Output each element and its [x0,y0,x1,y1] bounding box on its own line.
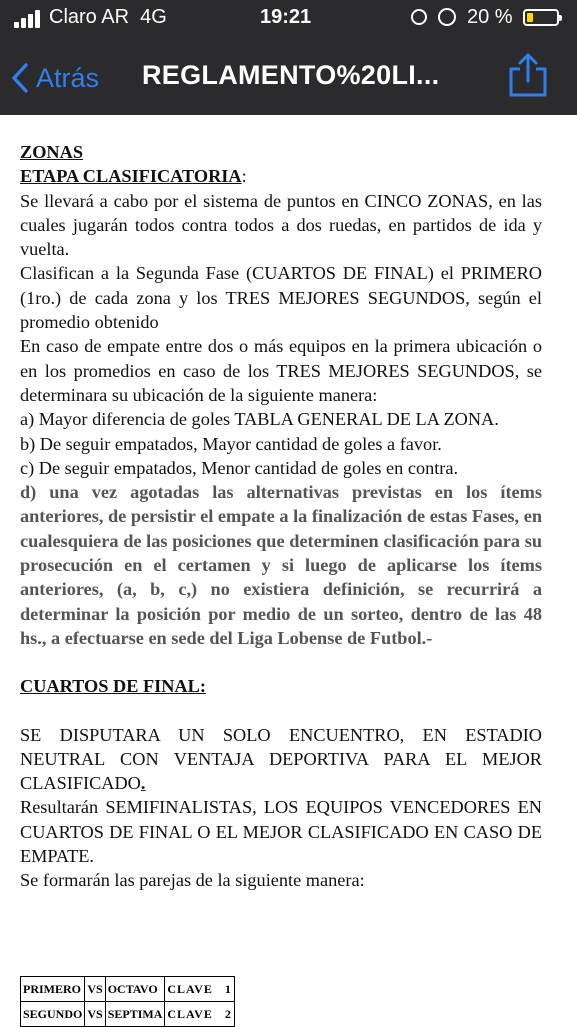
battery-percent: 20 % [467,6,513,28]
paragraph-encuentro: SE DISPUTARA UN SOLO ENCUENTRO, EN ESTADIO NEUTRAL CON VENTAJA DEPORTIVA PARA EL MEJOR CLASIFICADO. [20,724,542,794]
orientation-lock-icon [411,9,427,25]
table-row [21,1002,235,1027]
table-cell: CLAVE 1 [165,977,234,1002]
back-button[interactable] [12,58,99,98]
table-cell: SEPTIMA [105,1002,165,1027]
table-row [21,977,235,1002]
battery-icon [523,9,559,26]
top-bar [0,0,577,115]
table-cell: OCTAVO [105,977,165,1002]
item-a: a) Mayor diferencia de goles TABLA GENERAL DE LA ZONA. [20,409,499,430]
paragraph-clasifican: Clasifican a la Segunda Fase (CUARTOS DE FINAL) el PRIMERO (1ro.) de cada zona y los TRES MEJORES SEGUNDOS, según el promedio obtenido [20,263,542,333]
clock: 19:21 [260,6,312,28]
table-cell: VS [85,1002,105,1027]
table-cell: SEGUNDO [21,1002,85,1027]
document-title: REGLAMENTO%20LI... [142,60,440,90]
network-label: 4G [140,6,167,28]
item-b: b) De seguir empatados, Mayor cantidad de goles a favor. [20,433,442,454]
paragraph-empate: En caso de empate entre dos o más equipos en la primera ubicación o en los promedios en caso de los TRES MEJORES SEGUNDOS, se determinara su ubicación de la siguiente manera: [20,336,542,405]
heading-cuartos: CUARTOS DE FINAL: [20,676,206,697]
item-c: c) De seguir empatados, Menor cantidad de goles en contra. [20,457,459,478]
carrier-label: Claro AR 4G [49,6,167,28]
paragraph-sistema: Se llevará a cabo por el sistema de puntos en CINCO ZONAS, en las cuales jugarán todos contra todos a dos ruedas, en partidos de ida y vuelta. [20,190,542,260]
battery-fill [527,13,533,22]
pairs-table [20,976,235,1027]
heading-zonas: ZONAS [20,142,83,162]
paragraph-parejas: Se formarán las parejas de la siguiente manera: [20,870,365,891]
share-button[interactable] [508,52,548,98]
chevron-left-icon [12,63,28,93]
table-cell: CLAVE 2 [165,1002,234,1027]
signal-icon [14,10,40,28]
heading-etapa: ETAPA CLASIFICATORIA: [20,166,247,187]
share-icon [508,52,548,98]
back-label: Atrás [36,62,100,93]
paragraph-semifinalistas: Resultarán SEMIFINALISTAS, LOS EQUIPOS VENCEDORES EN CUARTOS DE FINAL O EL MEJOR CLASIFICADO EN CASO DE EMPATE. [20,797,542,867]
item-d: d) una vez agotadas las alternativas previstas en los ítems anteriores, de persistir el empate a la finalización de estas Fases, en cualesquiera de las posiciones que determinen clasificación para su prosecución en el certamen y si luego de aplicarse los ítems anteriores, (a, b, c,) no existiera definición, se recurrirá a determinar la posición por medio de un sorteo, dentro de las 48 hs., a efectuarse en sede del Liga Lobense de Futbol.- [20,482,542,648]
alarm-icon [438,8,456,26]
table-cell: PRIMERO [21,977,85,1002]
document-body [20,140,542,893]
status-bar [0,0,577,40]
table-cell: VS [85,977,105,1002]
